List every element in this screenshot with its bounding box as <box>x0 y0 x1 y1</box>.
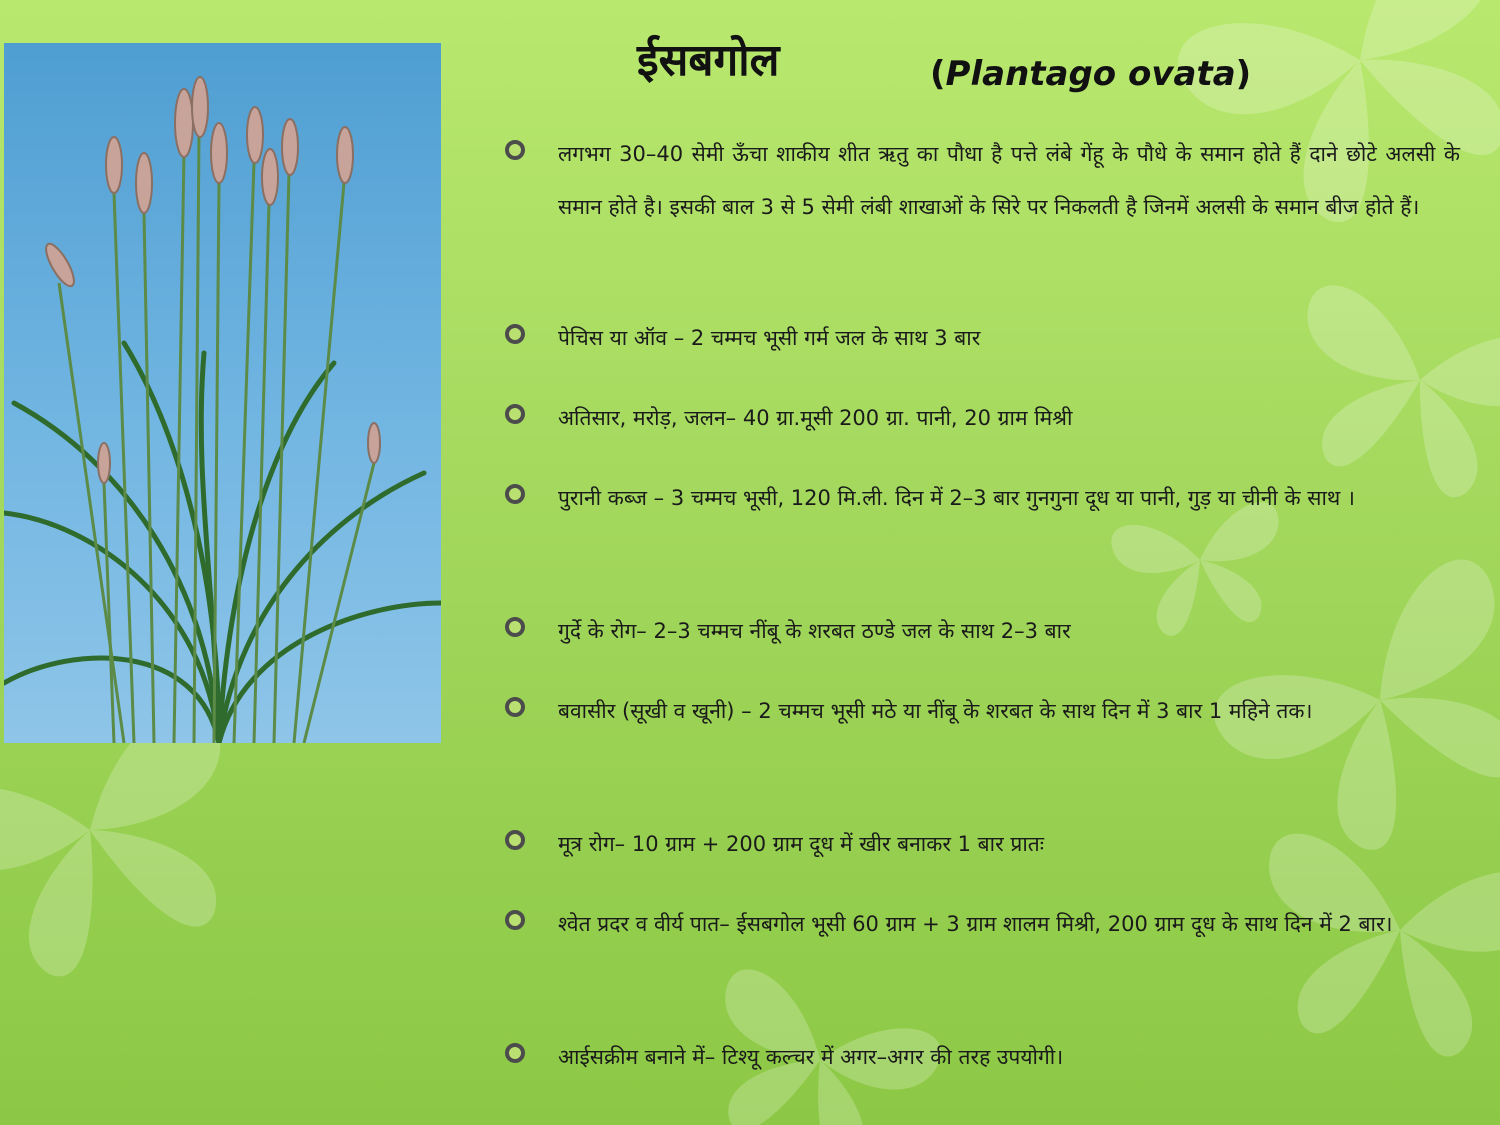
scientific-name-close-paren: ) <box>1235 54 1252 94</box>
bullet-text: पेचिस या ऑव – 2 चम्मच भूसी गर्म जल के साथ 3 बार <box>558 326 981 350</box>
bullet-ring-icon <box>505 324 525 344</box>
scientific-name <box>930 54 1251 94</box>
plant-illustration <box>4 43 441 743</box>
list-item <box>505 312 1460 365</box>
bullet-text: श्वेत प्रदर व वीर्य पात– ईसबगोल भूसी 60 ग्राम + 3 ग्राम शालम मिश्री, 200 ग्राम दूध के साथ दिन में 2 बार। <box>558 912 1393 936</box>
bullet-ring-icon <box>505 830 525 850</box>
list-item <box>505 685 1460 738</box>
bullet-text: बवासीर (सूखी व खूनी) – 2 चम्मच भूसी मठे या नींबू के शरबत के साथ दिन में 3 बार 1 महिने तक। <box>558 699 1313 723</box>
list-item <box>505 818 1460 871</box>
list-item <box>505 472 1460 525</box>
bullet-text: अतिसार, मरोड़, जलन– 40 ग्रा.मूसी 200 ग्रा. पानी, 20 ग्राम मिश्री <box>558 406 1073 430</box>
bullet-text: आईसक्रीम बनाने में– टिश्यू कल्चर में अगर–अगर की तरह उपयोगी। <box>558 1045 1064 1069</box>
bullet-ring-icon <box>505 140 525 160</box>
list-item <box>505 605 1460 658</box>
bullet-ring-icon <box>505 617 525 637</box>
list-item <box>505 128 1460 234</box>
bullet-text: गुर्दे के रोग– 2–3 चम्मच नींबू के शरबत ठण्डे जल के साथ 2–3 बार <box>558 619 1071 643</box>
bullet-ring-icon <box>505 1043 525 1063</box>
scientific-name-text: Plantago ovata <box>945 54 1236 94</box>
bullet-ring-icon <box>505 404 525 424</box>
bullet-text: लगभग 30–40 सेमी ऊँचा शाकीय शीत ऋतु का पौधा है पत्ते लंबे गेंहू के पौधे के समान होते हैं दाने छोटे अलसी के समान होते है। इसकी बाल 3 से 5 सेमी लंबी शाखाओं के सिरे पर निकलती है जिनमें अलसी के समान बीज होते हैं। <box>558 142 1460 219</box>
list-item <box>505 392 1460 445</box>
slide-title: ईसबगोल <box>637 35 780 86</box>
list-item <box>505 1031 1460 1084</box>
bullet-text: पुरानी कब्ज – 3 चम्मच भूसी, 120 मि.ली. दिन में 2–3 बार गुनगुना दूध या पानी, गुड़ या चीनी के साथ । <box>558 486 1355 510</box>
bullet-text: मूत्र रोग– 10 ग्राम + 200 ग्राम दूध में खीर बनाकर 1 बार प्रातः <box>558 832 1044 856</box>
scientific-name-open-paren: ( <box>930 54 946 94</box>
list-item <box>505 898 1460 951</box>
bullet-ring-icon <box>505 484 525 504</box>
plant-photo <box>4 43 441 743</box>
bullet-ring-icon <box>505 910 525 930</box>
bullet-ring-icon <box>505 697 525 717</box>
